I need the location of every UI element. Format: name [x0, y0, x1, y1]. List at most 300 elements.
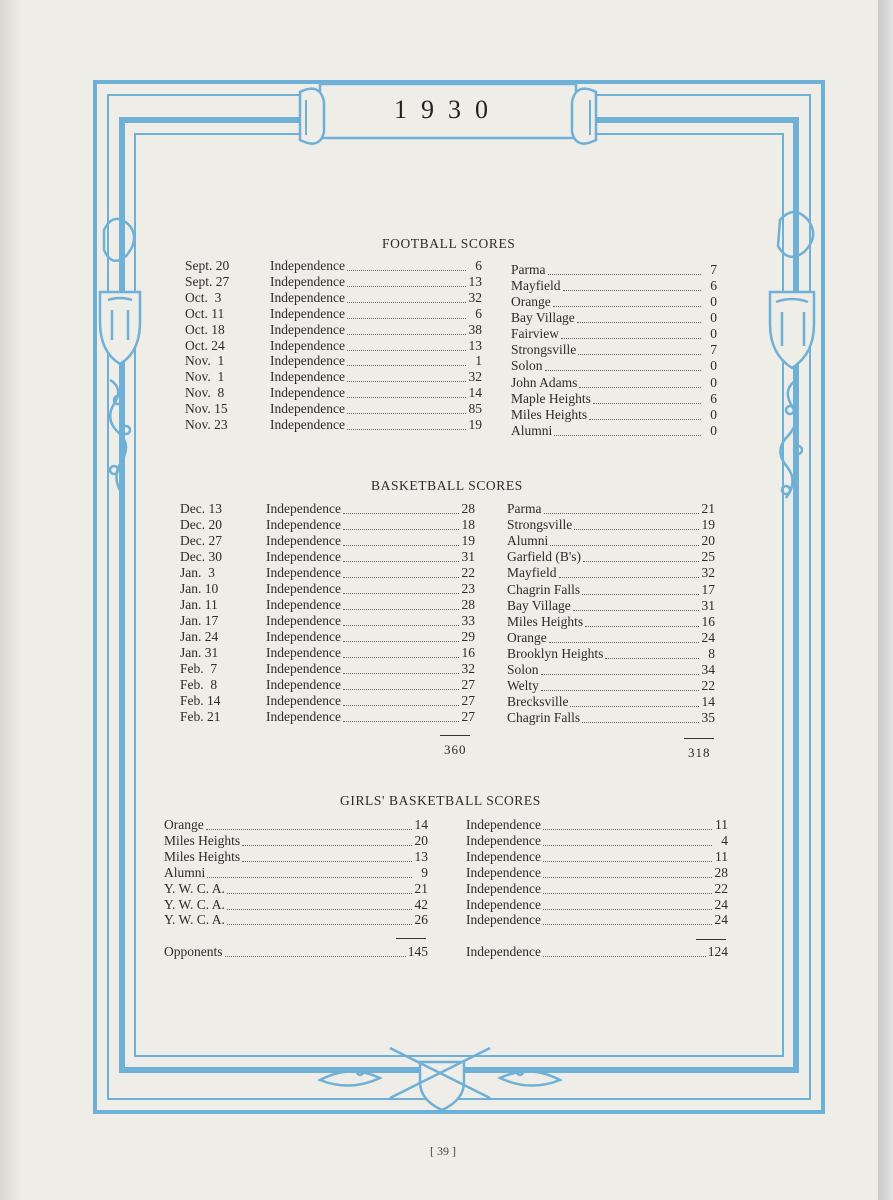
leader-dots: [343, 641, 459, 642]
leader-dots: [577, 322, 701, 323]
opponent-entry: [507, 646, 715, 662]
opponent-score: 0: [710, 374, 717, 390]
opponent-score: 32: [701, 565, 715, 581]
leader-dots: [343, 721, 459, 722]
girls-opponents-total-entry: [164, 944, 428, 960]
game-date: Oct. 3: [185, 289, 222, 305]
team-entry: [270, 401, 482, 417]
leader-dots: [554, 435, 701, 436]
team-entry: [466, 849, 728, 865]
team-score: 4: [721, 832, 728, 848]
leader-dots: [347, 429, 466, 430]
team-score: 32: [468, 289, 482, 305]
team-score: 16: [461, 645, 475, 660]
opponent-entry: [511, 423, 717, 439]
leader-dots: [593, 403, 701, 404]
game-date: Oct. 24: [185, 337, 225, 353]
opponent-entry: [507, 533, 715, 549]
team-name: Independence: [266, 629, 341, 644]
opponent-entry: [511, 278, 717, 294]
team-entry: [270, 258, 482, 274]
opponent-entry: [511, 294, 717, 310]
leader-dots: [589, 419, 701, 420]
opponent-name: John Adams: [511, 374, 578, 390]
team-score: 23: [461, 581, 475, 596]
leader-dots: [227, 909, 412, 910]
opponent-name: Miles Heights: [511, 406, 588, 422]
opponent-score: 34: [701, 662, 715, 677]
team-entry: [270, 338, 482, 354]
opponent-score: 17: [701, 581, 715, 597]
team-score: 28: [461, 501, 475, 516]
leader-dots: [550, 545, 699, 546]
opponent-entry: [511, 262, 717, 278]
opponent-name: Alumni: [507, 533, 549, 549]
leader-dots: [347, 365, 466, 366]
game-date: Jan. 31: [180, 645, 219, 660]
opponent-score: 6: [710, 278, 717, 294]
opponent-entry: [507, 662, 715, 678]
opponent-score: 7: [710, 262, 717, 277]
team-entry: [270, 369, 482, 385]
game-date: Dec. 27: [180, 533, 222, 548]
opponent-entry: [507, 549, 715, 565]
girls-opponents-total-value: 145: [407, 944, 428, 959]
opponent-entry: [507, 678, 715, 694]
opponent-name: Mayfield: [511, 278, 561, 294]
opponent-name: Maple Heights: [511, 390, 591, 406]
leader-dots: [543, 893, 712, 894]
game-date: Sept. 20: [185, 258, 230, 273]
opponent-name: Fairview: [511, 326, 559, 342]
team-score: 33: [461, 613, 475, 628]
opponent-name: Solon: [507, 662, 539, 677]
team-name: Independence: [270, 401, 345, 417]
opponent-score: 0: [710, 406, 717, 422]
team-name: Independence: [266, 549, 341, 564]
team-name: Independence: [266, 597, 341, 612]
opponent-score: 14: [701, 694, 715, 710]
opponent-name: Garfield (B's): [507, 549, 582, 565]
team-entry: [466, 833, 728, 849]
team-name: Independence: [266, 693, 341, 708]
opponent-name: Brecksville: [507, 694, 569, 710]
team-score: 24: [714, 896, 728, 912]
basketball-team-total: 360: [444, 742, 467, 757]
game-date: Feb. 7: [180, 661, 218, 676]
game-date: Sept. 27: [185, 273, 230, 289]
opponent-entry: [507, 565, 715, 581]
team-name: Independence: [266, 565, 341, 580]
team-name: Independence: [270, 321, 345, 337]
team-entry: [266, 693, 475, 709]
opponent-entry: [164, 881, 428, 897]
girls-opponents-total-label: Opponents: [164, 944, 223, 959]
leader-dots: [343, 561, 459, 562]
team-name: Independence: [270, 417, 345, 432]
leader-dots: [347, 350, 466, 351]
game-date: Oct. 11: [185, 305, 225, 321]
team-name: Independence: [270, 289, 345, 305]
leader-dots: [545, 370, 701, 371]
team-score: 85: [468, 401, 482, 417]
opponent-name: Miles Heights: [507, 613, 584, 629]
team-score: 24: [714, 912, 728, 928]
opponent-entry: [511, 407, 717, 423]
team-entry: [270, 417, 482, 433]
year-heading: 1930: [394, 95, 502, 124]
team-entry: [266, 709, 475, 725]
game-date: Dec. 30: [180, 549, 222, 564]
opponent-score: 8: [708, 645, 715, 661]
leader-dots: [227, 924, 412, 925]
team-score: 22: [461, 565, 475, 580]
opponent-name: Miles Heights: [164, 848, 241, 864]
opponent-entry: [511, 375, 717, 391]
team-entry: [270, 385, 482, 401]
game-date: Jan. 17: [180, 613, 219, 628]
team-name: Independence: [466, 912, 541, 928]
leader-dots: [543, 909, 712, 910]
opponent-name: Strongsville: [507, 517, 573, 533]
leader-dots: [541, 690, 699, 691]
team-entry: [266, 565, 475, 581]
team-score: 14: [468, 385, 482, 401]
girls-independence-total-rule: [696, 939, 726, 940]
leader-dots: [343, 625, 459, 626]
team-score: 19: [461, 533, 475, 548]
opponent-score: 21: [414, 880, 428, 896]
game-date: Feb. 14: [180, 693, 221, 708]
leader-dots: [605, 658, 699, 659]
opponent-entry: [164, 897, 428, 913]
football-title: FOOTBALL SCORES: [382, 236, 516, 251]
team-entry: [270, 274, 482, 290]
opponent-score: 6: [710, 390, 717, 406]
team-name: Independence: [266, 661, 341, 676]
opponent-entry: [164, 833, 428, 849]
leader-dots: [206, 829, 412, 830]
opponent-name: Welty: [507, 678, 539, 694]
game-date: Feb. 21: [180, 709, 221, 724]
team-entry: [466, 817, 728, 833]
team-entry: [266, 597, 475, 613]
opponent-score: 35: [701, 710, 715, 726]
opponent-score: 0: [710, 358, 717, 374]
game-date: Nov. 15: [185, 401, 228, 417]
opponent-score: 14: [414, 817, 428, 832]
leader-dots: [343, 673, 459, 674]
leader-dots: [343, 705, 459, 706]
opponent-entry: [507, 694, 715, 710]
team-name: Independence: [266, 501, 341, 516]
opponent-score: 42: [414, 896, 428, 912]
leader-dots: [227, 893, 412, 894]
leader-dots: [585, 626, 699, 627]
opponent-name: Strongsville: [511, 342, 577, 358]
team-name: Independence: [270, 385, 345, 401]
opponent-entry: [164, 865, 428, 881]
team-score: 28: [461, 597, 475, 612]
opponent-score: 25: [701, 549, 715, 565]
team-name: Independence: [270, 353, 345, 369]
opponent-entry: [507, 630, 715, 646]
opponent-name: Parma: [507, 501, 542, 516]
opponent-score: 0: [710, 326, 717, 342]
team-entry: [270, 353, 482, 369]
page-number: [ 39 ]: [430, 1144, 456, 1158]
leader-dots: [559, 577, 700, 578]
opponent-score: 13: [414, 848, 428, 864]
opponent-name: Y. W. C. A.: [164, 896, 225, 912]
leader-dots: [563, 290, 702, 291]
game-date: Jan. 10: [180, 581, 219, 596]
leader-dots: [343, 513, 459, 514]
team-score: 6: [475, 258, 482, 273]
leader-dots: [242, 845, 412, 846]
leader-dots: [543, 956, 706, 957]
team-name: Independence: [466, 817, 541, 832]
opponent-name: Orange: [511, 294, 551, 310]
leader-dots: [347, 397, 466, 398]
leader-dots: [343, 609, 459, 610]
leader-dots: [548, 274, 702, 275]
team-entry: [266, 629, 475, 645]
opponent-name: Alumni: [164, 864, 206, 880]
team-score: 27: [461, 693, 475, 708]
right-shield-ornament: [770, 212, 814, 498]
team-entry: [466, 897, 728, 913]
leader-dots: [347, 286, 466, 287]
team-name: Independence: [266, 613, 341, 628]
team-name: Independence: [266, 581, 341, 596]
leader-dots: [207, 877, 412, 878]
game-date: Dec. 20: [180, 517, 222, 532]
game-date: Jan. 24: [180, 629, 219, 644]
leader-dots: [543, 877, 712, 878]
opponent-score: 21: [701, 501, 715, 516]
team-score: 27: [461, 677, 475, 692]
team-score: 13: [468, 273, 482, 289]
opponent-score: 22: [701, 678, 715, 694]
game-date: Nov. 1: [185, 369, 225, 385]
leader-dots: [578, 354, 701, 355]
leader-dots: [343, 689, 459, 690]
leader-dots: [583, 561, 699, 562]
basketball-total-rule: [440, 735, 470, 736]
team-name: Independence: [270, 369, 345, 385]
girls-basketball-title: GIRLS' BASKETBALL SCORES: [340, 793, 541, 808]
girls-independence-total-value: 124: [707, 944, 728, 959]
team-score: 32: [461, 661, 475, 676]
leader-dots: [347, 413, 466, 414]
team-name: Independence: [266, 709, 341, 724]
team-score: 29: [461, 629, 475, 644]
opponent-score: 31: [701, 597, 715, 613]
team-score: 6: [475, 305, 482, 321]
leader-dots: [543, 924, 712, 925]
team-entry: [266, 517, 475, 533]
team-score: 11: [715, 848, 728, 864]
opponent-score: 26: [414, 912, 428, 928]
opponent-name: Bay Village: [511, 310, 575, 326]
opponent-name: Orange: [164, 817, 204, 832]
team-score: 27: [461, 709, 475, 724]
leader-dots: [561, 338, 701, 339]
opponent-name: Alumni: [511, 422, 553, 438]
team-name: Independence: [266, 677, 341, 692]
opponent-entry: [511, 310, 717, 326]
game-date: Nov. 1: [185, 353, 225, 369]
opponent-entry: [511, 342, 717, 358]
opponent-score: 16: [701, 613, 715, 629]
team-score: 1: [475, 353, 482, 369]
leader-dots: [582, 722, 699, 723]
opponent-score: 20: [414, 832, 428, 848]
leader-dots: [343, 657, 459, 658]
team-name: Independence: [266, 533, 341, 548]
opponent-score: 20: [701, 533, 715, 549]
opponent-entry: [507, 710, 715, 726]
game-date: Nov. 8: [185, 385, 225, 401]
team-name: Independence: [270, 337, 345, 353]
leader-dots: [242, 861, 412, 862]
team-score: 18: [461, 517, 475, 532]
opponent-entry: [164, 849, 428, 865]
opponent-score: 7: [710, 342, 717, 358]
opponent-entry: [164, 912, 428, 928]
leader-dots: [347, 318, 466, 319]
opponent-name: Solon: [511, 358, 543, 374]
opponent-entry: [507, 582, 715, 598]
leader-dots: [582, 594, 699, 595]
opponent-name: Parma: [511, 262, 546, 277]
leader-dots: [541, 674, 699, 675]
girls-independence-total-label: Independence: [466, 944, 541, 959]
game-date: Jan. 11: [180, 597, 218, 612]
team-entry: [266, 549, 475, 565]
girls-independence-total-entry: [466, 944, 728, 960]
team-entry: [466, 912, 728, 928]
opponent-name: Y. W. C. A.: [164, 880, 225, 896]
opponent-score: 0: [710, 422, 717, 438]
team-entry: [466, 881, 728, 897]
basketball-opponent-total: 318: [688, 745, 711, 760]
opponent-entry: [511, 358, 717, 374]
opponent-score: 24: [701, 629, 715, 645]
leader-dots: [347, 302, 466, 303]
team-entry: [266, 661, 475, 677]
leader-dots: [543, 845, 712, 846]
bottom-emblem-ornament: [320, 1048, 560, 1110]
team-name: Independence: [466, 848, 541, 864]
game-date: Dec. 13: [180, 501, 222, 516]
team-name: Independence: [270, 258, 345, 273]
team-entry: [266, 645, 475, 661]
leader-dots: [343, 545, 459, 546]
team-name: Independence: [270, 305, 345, 321]
team-name: Independence: [270, 273, 345, 289]
team-entry: [266, 677, 475, 693]
opponent-entry: [164, 817, 428, 833]
team-score: 28: [714, 864, 728, 880]
leader-dots: [347, 381, 466, 382]
team-score: 38: [468, 321, 482, 337]
leader-dots: [579, 387, 701, 388]
leader-dots: [347, 334, 466, 335]
opponent-name: Chagrin Falls: [507, 581, 581, 597]
team-score: 32: [468, 369, 482, 385]
team-name: Independence: [266, 517, 341, 532]
opponent-entry: [507, 598, 715, 614]
team-entry: [270, 306, 482, 322]
leader-dots: [543, 861, 712, 862]
team-score: 19: [468, 417, 482, 432]
team-entry: [270, 290, 482, 306]
team-score: 31: [461, 549, 475, 564]
team-name: Independence: [466, 832, 541, 848]
game-date: Oct. 18: [185, 321, 225, 337]
opponent-score: 0: [710, 294, 717, 310]
team-score: 22: [714, 880, 728, 896]
girls-opponents-total-rule: [396, 938, 426, 939]
opponent-entry: [511, 326, 717, 342]
basketball-opponent-total-rule: [684, 738, 714, 739]
opponent-name: Chagrin Falls: [507, 710, 581, 726]
page-edge: [878, 0, 893, 1200]
leader-dots: [225, 956, 406, 957]
team-entry: [266, 581, 475, 597]
leader-dots: [549, 642, 699, 643]
team-entry: [266, 533, 475, 549]
team-score: 13: [468, 337, 482, 353]
leader-dots: [347, 270, 466, 271]
team-entry: [466, 865, 728, 881]
leader-dots: [543, 829, 712, 830]
opponent-name: Bay Village: [507, 597, 571, 613]
opponent-entry: [507, 614, 715, 630]
team-name: Independence: [266, 645, 341, 660]
leader-dots: [343, 577, 459, 578]
opponent-name: Brooklyn Heights: [507, 645, 604, 661]
leader-dots: [574, 529, 699, 530]
opponent-entry: [507, 517, 715, 533]
team-entry: [270, 322, 482, 338]
leader-dots: [570, 706, 699, 707]
opponent-name: Orange: [507, 629, 547, 645]
opponent-entry: [507, 501, 715, 517]
game-date: Nov. 23: [185, 417, 228, 432]
team-entry: [266, 613, 475, 629]
opponent-entry: [511, 391, 717, 407]
team-name: Independence: [466, 896, 541, 912]
leader-dots: [343, 529, 459, 530]
leader-dots: [544, 513, 700, 514]
team-score: 11: [715, 817, 728, 832]
team-name: Independence: [466, 880, 541, 896]
leader-dots: [343, 593, 459, 594]
game-date: Feb. 8: [180, 677, 218, 692]
opponent-score: 19: [701, 517, 715, 533]
opponent-name: Mayfield: [507, 565, 557, 581]
team-entry: [266, 501, 475, 517]
basketball-title: BASKETBALL SCORES: [371, 478, 523, 493]
game-date: Jan. 3: [180, 565, 215, 580]
team-name: Independence: [466, 864, 541, 880]
opponent-score: 9: [421, 864, 428, 880]
leader-dots: [573, 610, 699, 611]
opponent-name: Y. W. C. A.: [164, 912, 225, 928]
